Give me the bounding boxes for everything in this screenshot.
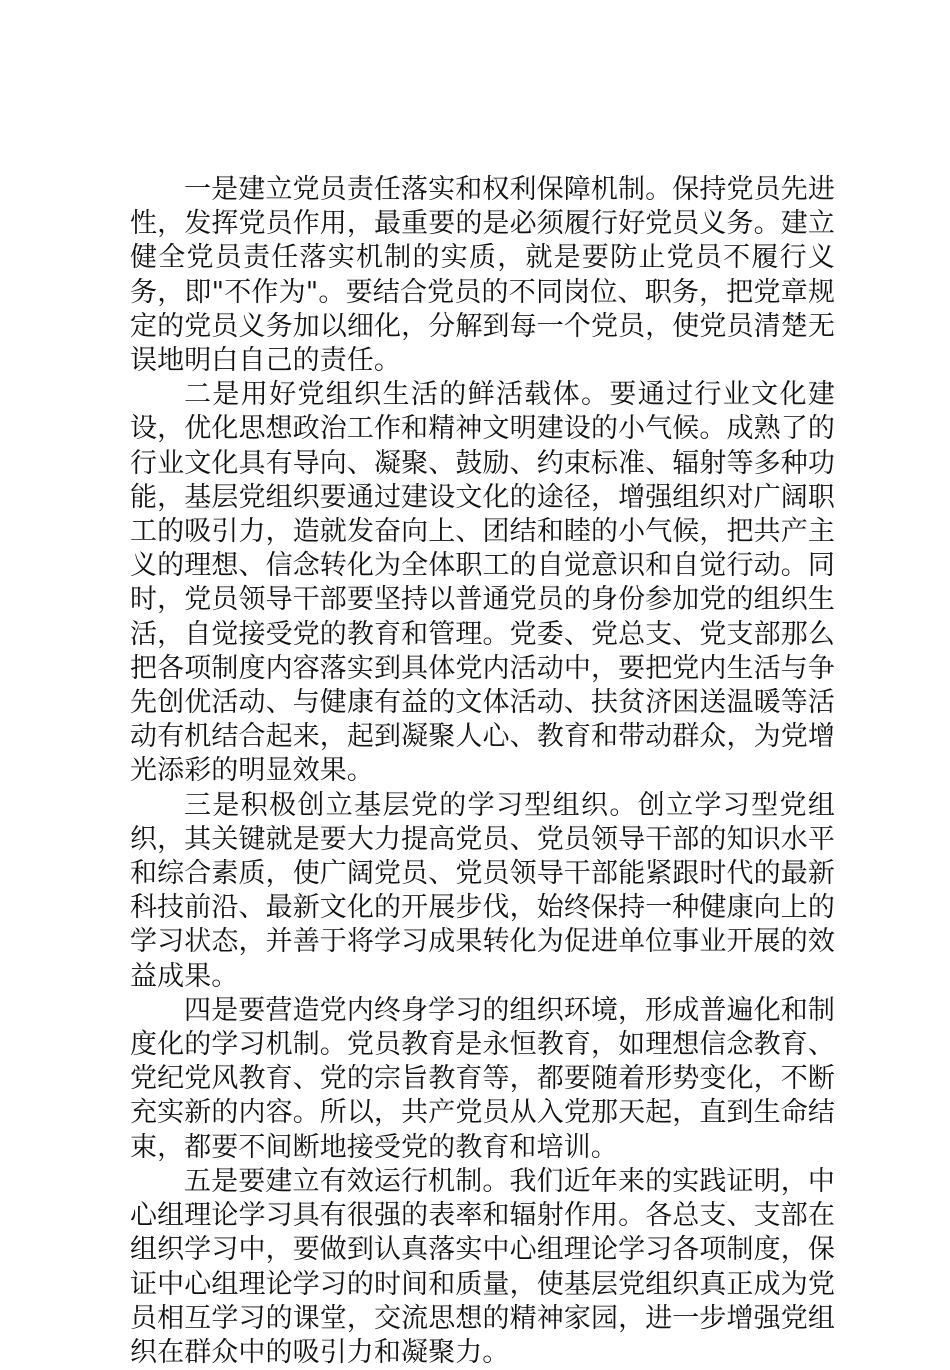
paragraph-2: 二是用好党组织生活的鲜活载体。要通过行业文化建设，优化思想政治工作和精神文明建设的小气候。成熟了的行业文化具有导向、凝聚、鼓励、约束标准、辐射等多种功能，基层党组织要通过建设文化的途径，增强组织对广阔职工的吸引力，造就发奋向上、团结和睦的小气候，把共产主义的理想、信念转化为全体职工的自觉意识和自觉行动。同时，党员领导干部要坚持以普通党员的身份参加党的组织生活，自觉接受党的教育和管理。党委、党总支、党支部那么把各项制度内容落实到具体党内活动中，要把党内生活与争先创优活动、与健康有益的文体活动、扶贫济困送温暖等活动有机结合起来，起到凝聚人心、教育和带动群众，为党增光添彩的明显效果。 [130,379,835,787]
paragraph-1: 一是建立党员责任落实和权利保障机制。保持党员先进性，发挥党员作用，最重要的是必须履行好党员义务。建立健全党员责任落实机制的实质，就是要防止党员不履行义务，即"不作为"。要结合党员的不同岗位、职务，把党章规定的党员义务加以细化，分解到每一个党员，使党员清楚无误地明白自己的责任。 [130,174,835,377]
paragraph-5: 五是要建立有效运行机制。我们近年来的实践证明，中心组理论学习具有很强的表率和辐射作用。各总支、支部在组织学习中，要做到认真落实中心组理论学习各项制度，保证中心组理论学习的时间和质量，使基层党组织真正成为党员相互学习的课堂，交流思想的精神家园，进一步增强党组织在群众中的吸引力和凝聚力。 [130,1165,835,1368]
document-body [130,173,835,1370]
paragraph-3: 三是积极创立基层党的学习型组织。创立学习型党组织，其关键就是要大力提高党员、党员领导干部的知识水平和综合素质，使广阔党员、党员领导干部能紧跟时代的最新科技前沿、最新文化的开展步伐，始终保持一种健康向上的学习状态，并善于将学习成果转化为促进单位事业开展的效益成果。 [130,789,835,992]
paragraph-4: 四是要营造党内终身学习的组织环境，形成普遍化和制度化的学习机制。党员教育是永恒教育，如理想信念教育、党纪党风教育、党的宗旨教育等，都要随着形势变化，不断充实新的内容。所以，共产党员从入党那天起，直到生命结束，都要不间断地接受党的教育和培训。 [130,994,835,1163]
